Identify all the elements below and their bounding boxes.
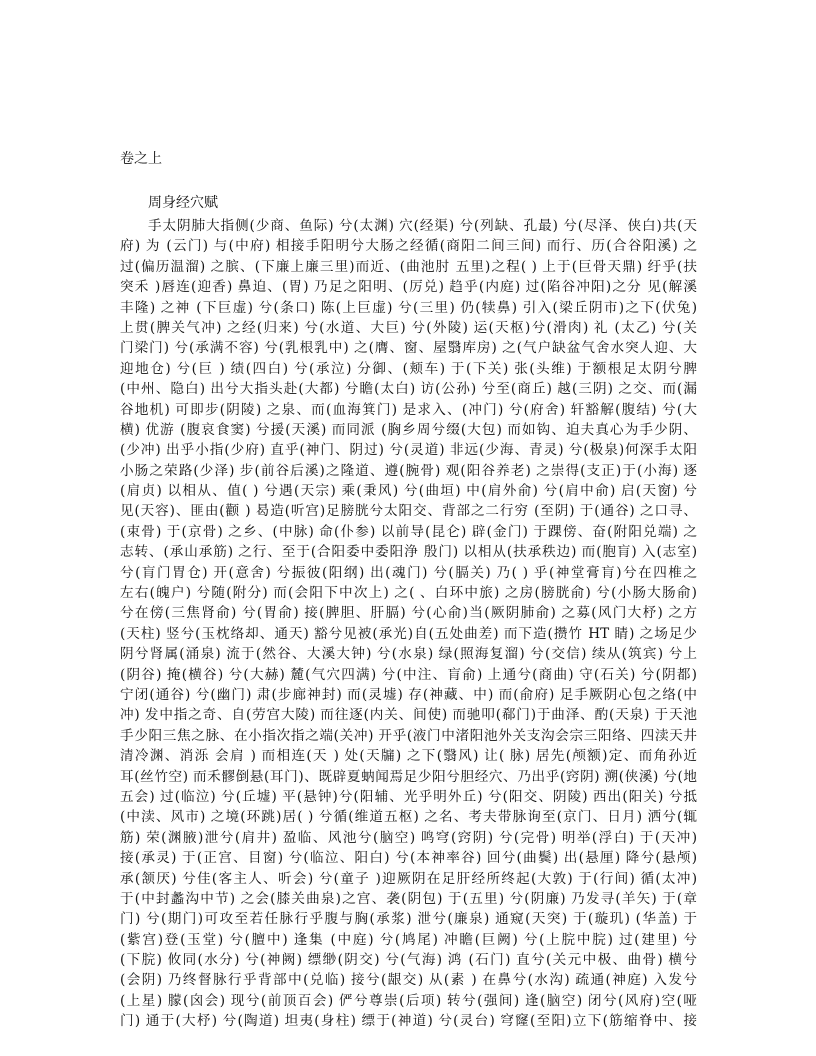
text-line: 兮在傍(三焦肾俞) 兮(胃俞) 接(脾胆、肝膈) 兮(心俞)当(厥阴肺俞) 之募(风门大杼) 之方 [120,605,697,622]
text-line: 五会) 过(临泣) 兮(丘墟) 平(悬钟)兮(阳辅、光乎明外丘) 兮(阳交、阴陵) 西出(阳关) 兮抵 [120,788,697,805]
text-line: 迎地仓) 兮(巨 ) 绩(四白) 兮(承泣) 分御、(颊车) 于(下关) 张(头维) 于额根足太阴兮脾 [120,360,697,377]
text-line: 宁闭(通谷) 兮(幽门) 肃(步廊神封) 而(灵墟) 存(神藏、中) 而(俞府) 足手厥阴心包之络(中 [120,686,697,703]
text-line: 接(承灵) 于(正宫、目窗) 兮(临泣、阳白) 兮(本神率谷) 回兮(曲鬓) 出(悬厘) 降兮(悬颅) [120,850,697,867]
text-line: (会阴) 乃终督脉行乎背部中(兑临) 接兮(龈交) 从(素 ) 在鼻兮(水沟) 疏通(神庭) 入发兮 [120,972,697,989]
text-line: 过(偏历温溜) 之膑、(下廉上廉三里)而近、(曲池肘 五里)之程( ) 上于(巨骨天鼎) 纡乎(扶 [120,258,697,275]
text-line: (少冲) 出乎小指(少府) 直乎(神门、阴过) 兮(灵道) 非远(少海、青灵) 兮(极泉)何深手太阳 [120,442,697,459]
text-line: (天柱) 竖兮(玉枕络却、通天) 豁兮见被(承光)自(五处曲差) 而下造(攒竹 HT 睛) 之场足少 [120,625,697,642]
section-title: 周身经穴赋 [148,195,218,211]
text-line: 阴兮肾属(涌泉) 流于(然谷、大溪大钟) 兮(水泉) 绿(照海复溜) 兮(交信) 续从(筑宾) 兮上 [120,646,697,663]
body-text [120,216,697,1032]
text-line: 丰隆) 之神 (下巨虚) 兮(条口) 陈(上巨虚) 兮(三里) 仍(犊鼻) 引入(梁丘阴市)之下(伏兔) [120,299,697,316]
text-line: 承(颔厌) 兮佳(客主人、听会) 兮(童子 )迎厥阴在足肝经所终起(大敦) 于(行间) 循(太冲) [120,870,697,887]
text-line: (下脘) 攸同(水分) 兮(神阙) 缥缈(阴交) 兮(气海) 鸿 (石门) 直兮(关元中极、曲骨) 横兮 [120,952,697,969]
text-line: 左右(魄户) 兮随(附分) 而(会阳下中次上) 之( 、白环中旅) 之房(膀胱俞) 兮(小肠大肠俞) [120,585,697,602]
text-line: 门) 通于(大杼) 兮(陶道) 坦夷(身柱) 缥于(神道) 兮(灵台) 穹窿(至阳)立下(筋缩脊中、接 [120,1013,697,1030]
text-line: 于(中封蠡沟中节) 之会(膝关曲泉)之宫、袭(阴包) 于(五里) 兮(阴廉) 乃发寻(羊矢) 于(章 [120,890,697,907]
text-line: (中渎、风市) 之境(环跳)居( ) 兮循(维道五枢) 之名、考夫带脉询至(京门、日月) 洒兮(辄 [120,809,697,826]
text-line: 冲) 发中指之奇、自(劳宫大陵) 而往逐(内关、间使) 而驰叩(郗门)于曲泽、酌(天泉) 于天池 [120,707,697,724]
text-line: 手太阴肺大指侧(少商、鱼际) 兮(太渊) 穴(经渠) 兮(列缺、孔最) 兮(尽泽、侠白)共(天 [148,218,697,234]
text-line: 见(天容)、匪由(颧 ) 曷造(听宫)足膀胱兮太阳交、背部之二行穷 (至阴) 于(通谷) 之口寻、 [120,503,697,520]
text-line: 兮(肓门胃仓) 开(意舍) 兮振彼(阳纲) 出(魂门) 兮(膈关) 乃( ) 乎(神堂膏肓)兮在四椎之 [120,564,697,581]
text-line: 耳(丝竹空) 而禾髎倒悬(耳门)、既辟夏蚋闻焉足少阳兮胆经穴、乃出乎(窍阴) 溯(侠溪) 兮(地 [120,768,697,785]
text-line: 府) 为 (云门) 与(中府) 相接手阳明兮大肠之经循(商阳二间三间) 而行、历(合谷阳溪) 之 [120,238,697,255]
text-line: 门梁门) 兮(承满不容) 兮(乳根乳中) 之(膺、窗、屋翳库房) 之(气户缺盆气舍水突人迎、大 [120,340,697,357]
chapter-title: 卷之上 [120,151,162,167]
text-line: (上星) 朦(囟会) 现兮(前顶百会) 俨兮尊崇(后项) 转兮(强间) 逢(脑空) 闭兮(风府)空(哑 [120,992,697,1009]
text-line: (紫宫)登(玉堂) 兮(膻中) 逢集 (中庭) 兮(鸠尾) 冲瞻(巨阙) 兮(上脘中脘) 过(建里) 兮 [120,931,697,948]
text-line: (中州、隐白) 出兮大指头赴(大都) 兮瞻(太白) 访(公孙) 兮至(商丘) 越(三阴) 之交、而(漏 [120,381,697,398]
text-line: (阴谷) 掩(横谷) 兮(大赫) 麓(气穴四满) 兮(中注、肓俞) 上通兮(商曲) 守(石关) 兮(阴都) [120,666,697,683]
text-line: 突禾 )唇连(迎香) 鼻迫、(胃) 乃足之阳明、(厉兑) 趋乎(内庭) 过(陷谷冲阳)之分 见(解溪 [120,279,697,296]
text-line: 志转、(承山承筋) 之行、至于(合阳委中委阳浄 殷门) 以相从(扶承秩边) 而(胞肓) 入(志室) [120,544,697,561]
text-line: (肩贞) 以相从、值( ) 兮遇(天宗) 乘(秉风) 兮(曲垣) 中(肩外俞) 兮(肩中俞) 启(天窗) 兮 [120,483,697,500]
text-line: 小肠之荣路(少泽) 步(前谷后溪)之隆道、遵(腕骨) 观(阳谷养老) 之崇得(支正)于(小海) 逐 [120,462,697,479]
text-line: 横) 优游 (腹哀食窦) 兮援(天溪) 而同派 (胸乡周兮缀(大包) 而如钩、迫夫真心为手少阴、 [120,421,697,438]
text-line: 手少阳三焦之脉、在小指次指之端(关冲) 开乎(液门中渚阳池外关支沟会宗三阳络、四渎天井 [120,727,697,744]
text-line: 清冷渊、消泺 会肩 ) 而相连(天 ) 处(天牖) 之下(翳风) 让( 脉) 居先(颅额)定、而角孙近 [120,748,697,765]
text-line: 门) 兮(期门)可攻至若任脉行乎腹与胸(承浆) 泄兮(廉泉) 通窥(天突) 于(璇玑) (华盖) 于 [120,911,697,928]
text-line: 谷地机) 可即步(阴陵) 之泉、而(血海箕门) 是求入、(冲门) 兮(府舍) 轩豁解(腹结) 兮(大 [120,401,697,418]
text-line: (束骨) 于(京骨) 之乡、(中脉) 命(仆参) 以前导(昆仑) 辟(金门) 于踝傍、奋(附阳兑端) 之 [120,523,697,540]
text-line: 上贯(脾关气冲) 之经(归来) 兮(水道、大巨) 兮(外陵) 运(天枢)兮(滑肉) 礼 (太乙) 兮(关 [120,319,697,336]
text-line: 筋) 荣(渊腋)泄兮(肩井) 盈临、风池兮(脑空) 鸣穹(窍阴) 兮(完骨) 明举(浮白) 于(天冲) [120,829,697,846]
